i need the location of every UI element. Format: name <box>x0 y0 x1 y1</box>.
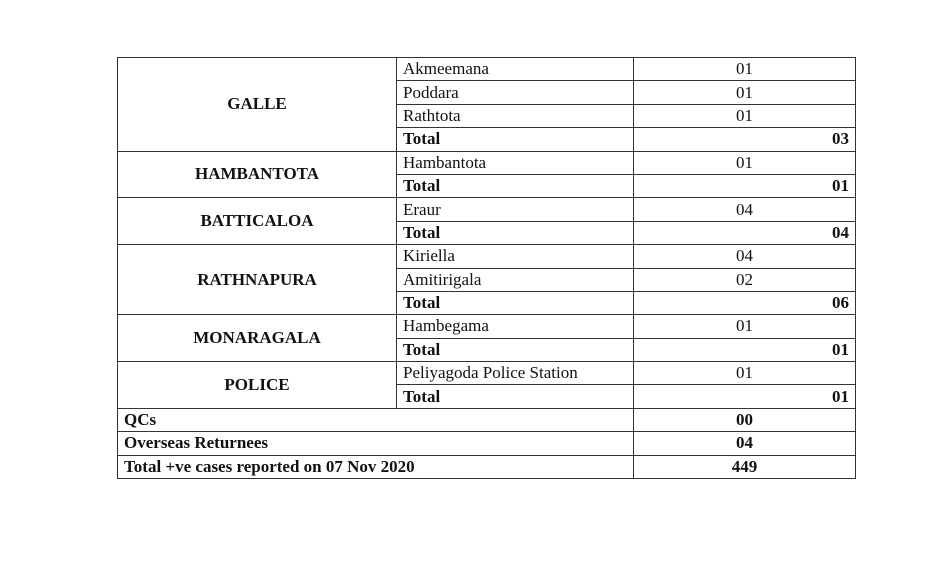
table-row <box>118 198 856 221</box>
case-count: 01 <box>634 315 856 338</box>
location-name: Kiriella <box>397 245 634 268</box>
cases-table <box>117 57 856 479</box>
summary-row <box>118 432 856 455</box>
location-name: Hambegama <box>397 315 634 338</box>
district-name: RATHNAPURA <box>118 245 397 315</box>
district-name: MONARAGALA <box>118 315 397 362</box>
total-label: Total <box>397 291 634 314</box>
location-name: Peliyagoda Police Station <box>397 362 634 385</box>
location-name: Akmeemana <box>397 58 634 81</box>
summary-label: Overseas Returnees <box>118 432 634 455</box>
table-row <box>118 151 856 174</box>
district-total: 01 <box>634 338 856 361</box>
summary-label: QCs <box>118 408 634 431</box>
case-count: 04 <box>634 245 856 268</box>
case-count: 04 <box>634 198 856 221</box>
summary-row <box>118 455 856 478</box>
total-label: Total <box>397 174 634 197</box>
case-count: 01 <box>634 151 856 174</box>
summary-value: 04 <box>634 432 856 455</box>
district-total: 03 <box>634 128 856 151</box>
district-total: 01 <box>634 174 856 197</box>
district-name: HAMBANTOTA <box>118 151 397 198</box>
district-total: 01 <box>634 385 856 408</box>
table-row <box>118 315 856 338</box>
district-name: BATTICALOA <box>118 198 397 245</box>
district-name: POLICE <box>118 362 397 409</box>
case-count: 02 <box>634 268 856 291</box>
district-name: GALLE <box>118 58 397 152</box>
table-row <box>118 245 856 268</box>
location-name: Poddara <box>397 81 634 104</box>
total-label: Total <box>397 338 634 361</box>
total-label: Total <box>397 385 634 408</box>
summary-value: 00 <box>634 408 856 431</box>
case-count: 01 <box>634 58 856 81</box>
table-row <box>118 58 856 81</box>
table-row <box>118 362 856 385</box>
case-count: 01 <box>634 81 856 104</box>
summary-label: Total +ve cases reported on 07 Nov 2020 <box>118 455 634 478</box>
location-name: Hambantota <box>397 151 634 174</box>
case-count: 01 <box>634 104 856 127</box>
district-total: 04 <box>634 221 856 244</box>
location-name: Rathtota <box>397 104 634 127</box>
location-name: Amitirigala <box>397 268 634 291</box>
case-count: 01 <box>634 362 856 385</box>
summary-value: 449 <box>634 455 856 478</box>
total-label: Total <box>397 128 634 151</box>
summary-row <box>118 408 856 431</box>
location-name: Eraur <box>397 198 634 221</box>
total-label: Total <box>397 221 634 244</box>
district-total: 06 <box>634 291 856 314</box>
